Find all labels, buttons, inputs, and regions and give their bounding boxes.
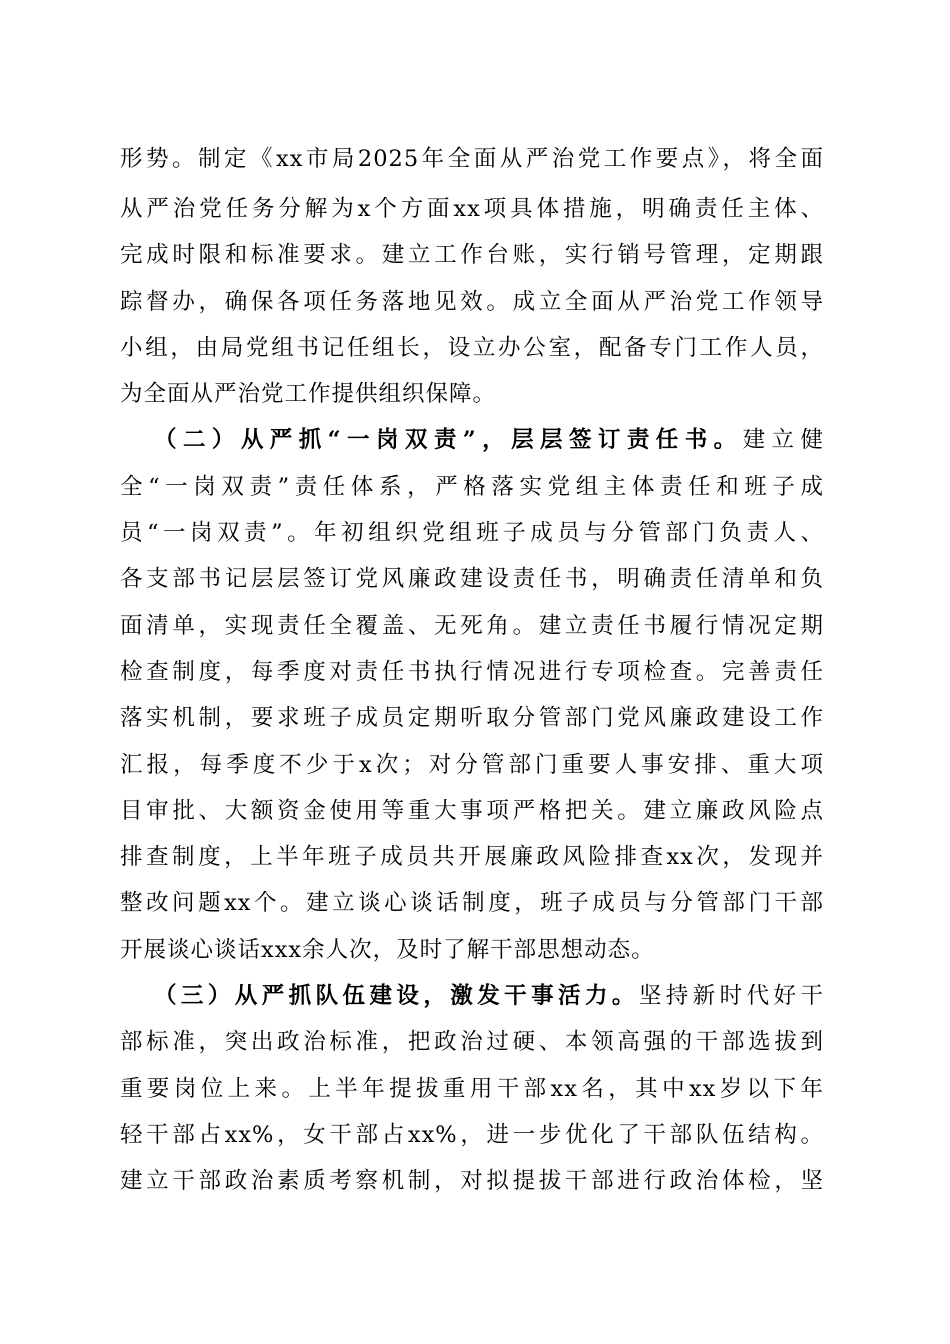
paragraph-2-line-10: 排查制度，上半年班子成员共开展廉政风险排查xx次，发现并 [120, 844, 824, 870]
paragraph-3-line-2: 部标准，突出政治标准，把政治过硬、本领高强的干部选拔到 [120, 1029, 824, 1055]
paragraph-2-line-5: 面清单，实现责任全覆盖、无死角。建立责任书履行情况定期 [120, 613, 824, 639]
paragraph-3-heading: （三）从严抓队伍建设，激发干事活力。 [154, 983, 639, 1009]
paragraph-1-line-5: 小组，由局党组书记任组长，设立办公室，配备专门工作人员， [120, 335, 824, 361]
paragraph-2-first-line [154, 420, 824, 460]
paragraph-1-line-2: 从严治党任务分解为x个方面xx项具体措施，明确责任主体、 [120, 196, 824, 222]
paragraph-3-first-line-text: 坚持新时代好干 [638, 983, 824, 1009]
paragraph-3-line-3: 重要岗位上来。上半年提拔重用干部xx名，其中xx岁以下年 [120, 1076, 824, 1102]
paragraph-3-first-line [154, 976, 824, 1016]
paragraph-2-line-8: 汇报，每季度不少于x次；对分管部门重要人事安排、重大项 [120, 752, 824, 778]
paragraph-1-line-3: 完成时限和标准要求。建立工作台账，实行销号管理，定期跟 [120, 242, 824, 268]
paragraph-3-line-4: 轻干部占xx%，女干部占xx%，进一步优化了干部队伍结构。 [120, 1122, 824, 1148]
paragraph-2-line-2: 全“一岗双责”责任体系，严格落实党组主体责任和班子成 [120, 474, 824, 500]
paragraph-2-line-9: 目审批、大额资金使用等重大事项严格把关。建立廉政风险点 [120, 798, 824, 824]
paragraph-1-line-6: 为全面从严治党工作提供组织保障。 [120, 381, 497, 407]
paragraph-3-line-5: 建立干部政治素质考察机制，对拟提拔干部进行政治体检，坚 [120, 1168, 824, 1194]
paragraph-1-line-1: 形势。制定《xx市局2025年全面从严治党工作要点》，将全面 [120, 146, 824, 172]
paragraph-2-heading: （二）从严抓“一岗双责”，层层签订责任书。 [154, 427, 743, 453]
paragraph-2-line-6: 检查制度，每季度对责任书执行情况进行专项检查。完善责任 [120, 659, 824, 685]
paragraph-2-line-4: 各支部书记层层签订党风廉政建设责任书，明确责任清单和负 [120, 566, 824, 592]
paragraph-2-first-line-text: 建立健 [742, 427, 824, 453]
paragraph-2-line-3: 员“一岗双责”。年初组织党组班子成员与分管部门负责人、 [120, 520, 824, 546]
paragraph-1-line-4: 踪督办，确保各项任务落地见效。成立全面从严治党工作领导 [120, 289, 824, 315]
paragraph-2-line-7: 落实机制，要求班子成员定期听取分管部门党风廉政建设工作 [120, 705, 824, 731]
paragraph-2-line-12: 开展谈心谈话xxx余人次，及时了解干部思想动态。 [120, 937, 655, 963]
paragraph-2-line-11: 整改问题xx个。建立谈心谈话制度，班子成员与分管部门干部 [120, 890, 824, 916]
